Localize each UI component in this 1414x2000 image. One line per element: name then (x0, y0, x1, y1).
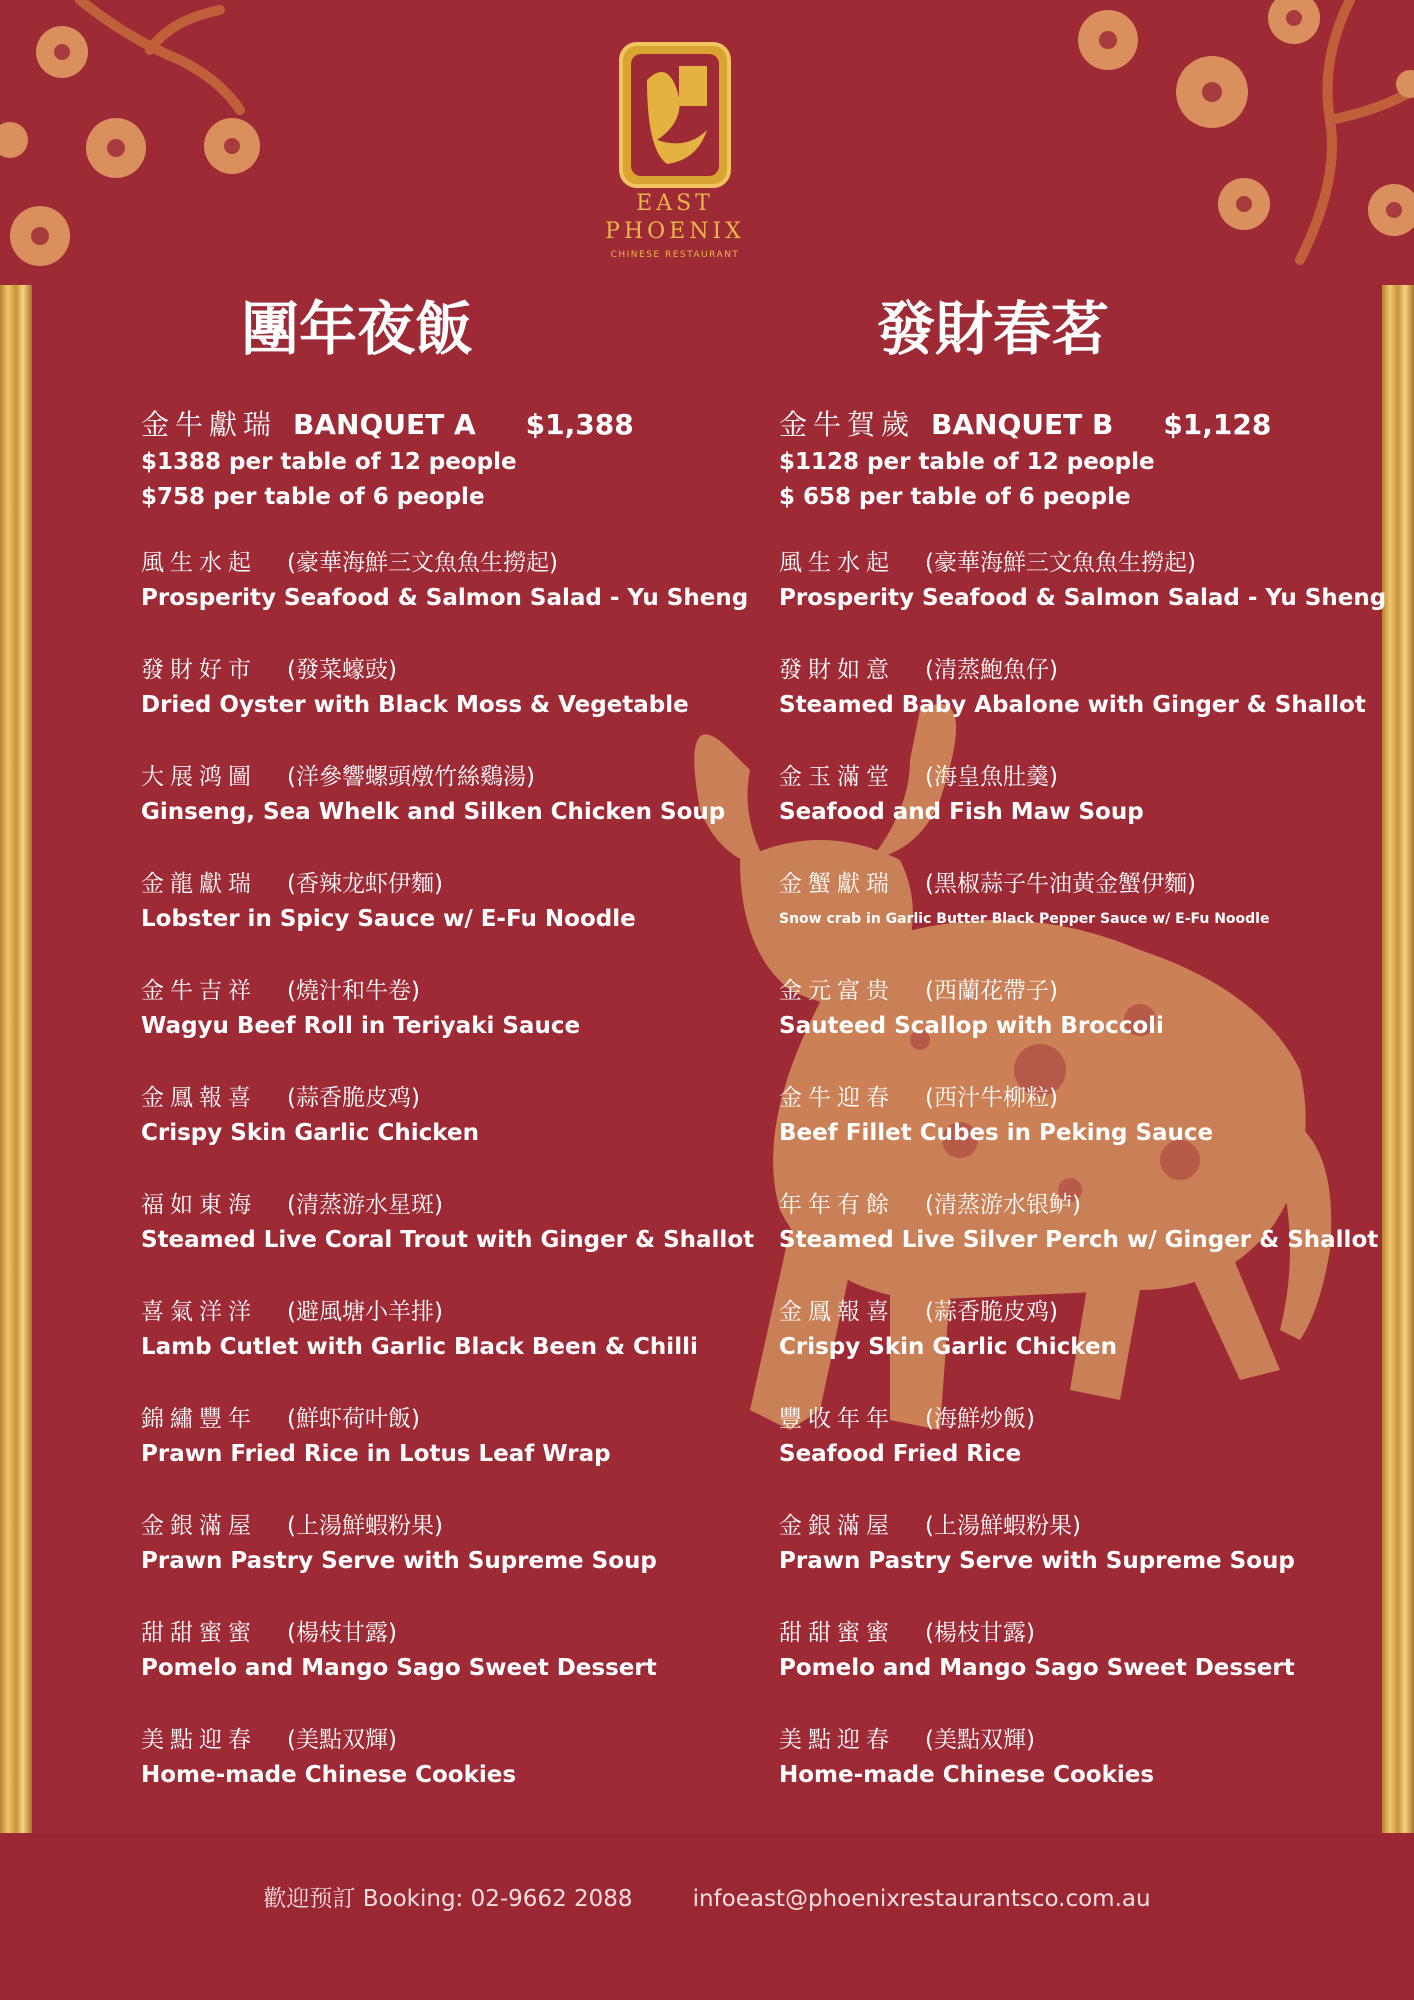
dish-chinese-row (141, 1722, 781, 1758)
dish-item (779, 652, 1414, 759)
dish-chinese-row (779, 1615, 1414, 1651)
dish-item (779, 1722, 1414, 1829)
banquet-a-column (141, 405, 781, 1829)
dish-item (141, 866, 781, 973)
dish-item (779, 866, 1414, 973)
dish-chinese-row (779, 1187, 1414, 1223)
dish-english-name: Prosperity Seafood & Salmon Salad - Yu Sheng (779, 585, 1387, 611)
dish-english-name: Prawn Pastry Serve with Supreme Soup (779, 1548, 1295, 1574)
dish-cn-detail: (蒜香脆皮鸡) (287, 1085, 420, 1111)
dish-cn-detail: (楊枝甘露) (287, 1620, 397, 1646)
dish-cn-name: 年年有餘 (779, 1192, 895, 1218)
dish-cn-name: 發財如意 (779, 657, 895, 683)
dish-cn-detail: (黑椒蒜子牛油黃金蟹伊麵) (925, 871, 1196, 897)
dish-cn-detail: (海鮮炒飯) (925, 1406, 1035, 1432)
dish-item (779, 1401, 1414, 1508)
dish-item (141, 759, 781, 866)
dish-item (141, 973, 781, 1080)
dish-english-name: Home-made Chinese Cookies (141, 1762, 517, 1788)
dish-english-name: Sauteed Scallop with Broccoli (779, 1013, 1164, 1039)
dish-chinese-row (779, 1294, 1414, 1330)
dish-cn-name: 風生水起 (141, 550, 257, 576)
dish-english-name: Home-made Chinese Cookies (779, 1762, 1155, 1788)
dish-item (779, 759, 1414, 866)
dish-item (141, 1080, 781, 1187)
dish-item (141, 1187, 781, 1294)
footer-band (0, 1833, 1414, 2000)
restaurant-logo (590, 40, 760, 300)
banquet-b-dish-list (779, 545, 1414, 1829)
dish-english-name: Dried Oyster with Black Moss & Vegetable (141, 692, 689, 718)
banquet-a-price-6: $758 per table of 6 people (141, 484, 485, 510)
dish-chinese-row (779, 545, 1414, 581)
dish-item (779, 1615, 1414, 1722)
dish-english-name: Crispy Skin Garlic Chicken (779, 1334, 1117, 1360)
dish-english-name: Steamed Live Silver Perch w/ Ginger & Shallot (779, 1227, 1379, 1253)
dish-item (779, 545, 1414, 652)
banquet-b-price: $1,128 (1163, 408, 1272, 441)
dish-chinese-row (141, 1080, 781, 1116)
dish-chinese-row (141, 866, 781, 902)
booking-phone[interactable]: 02-9662 2088 (470, 1886, 633, 1912)
dish-english-name: Crispy Skin Garlic Chicken (141, 1120, 479, 1146)
dish-cn-name: 金銀滿屋 (779, 1513, 895, 1539)
dish-cn-name: 風生水起 (779, 550, 895, 576)
dish-cn-detail: (豪華海鮮三文魚魚生撈起) (287, 550, 558, 576)
banquet-a-name: BANQUET A (293, 408, 476, 441)
dish-cn-name: 福如東海 (141, 1192, 257, 1218)
dish-cn-detail: (清蒸游水银鲈) (925, 1192, 1081, 1218)
brand-name-line2: PHOENIX (605, 219, 745, 244)
dish-item (779, 973, 1414, 1080)
dish-cn-detail: (香辣龙虾伊麵) (287, 871, 443, 897)
dish-chinese-row (141, 1401, 781, 1437)
left-column-title: 團年夜飯 (240, 295, 473, 363)
dish-chinese-row (779, 1722, 1414, 1758)
dish-chinese-row (141, 973, 781, 1009)
dish-cn-detail: (發菜蠔豉) (287, 657, 397, 683)
dish-chinese-row (141, 759, 781, 795)
dish-english-name: Lobster in Spicy Sauce w/ E-Fu Noodle (141, 906, 636, 932)
dish-cn-detail: (上湯鮮蝦粉果) (287, 1513, 443, 1539)
dish-english-name: Prawn Fried Rice in Lotus Leaf Wrap (141, 1441, 611, 1467)
dish-cn-detail: (西汁牛柳粒) (925, 1085, 1058, 1111)
dish-chinese-row (141, 1187, 781, 1223)
banquet-b-price-6: $ 658 per table of 6 people (779, 484, 1131, 510)
dish-cn-name: 甜甜蜜蜜 (141, 1620, 257, 1646)
dish-chinese-row (779, 1508, 1414, 1544)
dish-cn-name: 金鳳報喜 (141, 1085, 257, 1111)
dish-cn-detail: (海皇魚肚羹) (925, 764, 1058, 790)
dish-cn-detail: (清蒸游水星斑) (287, 1192, 443, 1218)
dish-cn-detail: (豪華海鮮三文魚魚生撈起) (925, 550, 1196, 576)
dish-cn-name: 美點迎春 (779, 1727, 895, 1753)
dish-cn-name: 金元富贵 (779, 978, 895, 1004)
dish-cn-detail: (美點双輝) (287, 1727, 397, 1753)
dish-english-name: Seafood Fried Rice (779, 1441, 1022, 1467)
dish-item (141, 545, 781, 652)
dish-chinese-row (779, 759, 1414, 795)
dish-chinese-row (779, 1080, 1414, 1116)
dish-cn-name: 金蟹獻瑞 (779, 871, 895, 897)
dish-chinese-row (141, 545, 781, 581)
banquet-b-price-12: $1128 per table of 12 people (779, 449, 1155, 475)
dish-cn-name: 甜甜蜜蜜 (779, 1620, 895, 1646)
dish-item (779, 1080, 1414, 1187)
dish-chinese-row (141, 1294, 781, 1330)
banquet-b-cn: 金牛賀歲 (779, 408, 916, 441)
dish-cn-name: 大展鸿圖 (141, 764, 257, 790)
dish-cn-name: 金銀滿屋 (141, 1513, 257, 1539)
dish-chinese-row (141, 1508, 781, 1544)
dish-chinese-row (779, 652, 1414, 688)
dish-item (141, 1401, 781, 1508)
dish-english-name: Prawn Pastry Serve with Supreme Soup (141, 1548, 657, 1574)
dish-cn-name: 美點迎春 (141, 1727, 257, 1753)
banquet-b-name: BANQUET B (931, 408, 1114, 441)
dish-english-name: Steamed Baby Abalone with Ginger & Shallot (779, 692, 1366, 718)
banquet-a-dish-list (141, 545, 781, 1829)
gold-border-left (0, 285, 32, 1833)
dish-item (141, 1294, 781, 1401)
dish-cn-detail: (蒜香脆皮鸡) (925, 1299, 1058, 1325)
brand-subtitle: CHINESE RESTAURANT (610, 250, 740, 260)
dish-english-name: Wagyu Beef Roll in Teriyaki Sauce (141, 1013, 581, 1039)
brand-name-line1: EAST (636, 191, 714, 216)
dish-english-name: Snow crab in Garlic Butter Black Pepper Sauce w/ E-Fu Noodle (779, 911, 1270, 927)
dish-item (779, 1508, 1414, 1615)
dish-chinese-row (779, 973, 1414, 1009)
dish-english-name: Prosperity Seafood & Salmon Salad - Yu Sheng (141, 585, 749, 611)
dish-cn-name: 金牛迎春 (779, 1085, 895, 1111)
banquet-b-column (779, 405, 1414, 1829)
dish-item (779, 1187, 1414, 1294)
dish-cn-detail: (清蒸鮑魚仔) (925, 657, 1058, 683)
dish-cn-name: 錦繡豐年 (141, 1406, 257, 1432)
dish-cn-detail: (鮮虾荷叶飯) (287, 1406, 420, 1432)
dish-item (141, 1615, 781, 1722)
booking-label: Booking: (362, 1886, 464, 1912)
banquet-a-cn: 金牛獻瑞 (141, 408, 278, 441)
dish-cn-detail: (楊枝甘露) (925, 1620, 1035, 1646)
dish-chinese-row (779, 866, 1414, 902)
dish-cn-detail: (美點双輝) (925, 1727, 1035, 1753)
banquet-a-price: $1,388 (525, 408, 634, 441)
dish-item (779, 1294, 1414, 1401)
right-column-title: 發財春茗 (876, 295, 1109, 363)
booking-cn: 歡迎预訂 (263, 1886, 356, 1912)
dish-cn-detail: (避風塘小羊排) (287, 1299, 443, 1325)
dish-chinese-row (779, 1401, 1414, 1437)
dish-cn-name: 豐收年年 (779, 1406, 895, 1432)
dish-cn-name: 喜氣洋洋 (141, 1299, 257, 1325)
dish-cn-detail: (西蘭花帶子) (925, 978, 1058, 1004)
dish-english-name: Pomelo and Mango Sago Sweet Dessert (141, 1655, 657, 1681)
dish-cn-detail: (燒汁和牛卷) (287, 978, 420, 1004)
dish-english-name: Lamb Cutlet with Garlic Black Been & Chilli (141, 1334, 698, 1360)
dish-cn-name: 金龍獻瑞 (141, 871, 257, 897)
banquet-a-price-12: $1388 per table of 12 people (141, 449, 517, 475)
dish-cn-detail: (洋參響螺頭燉竹絲鷄湯) (287, 764, 535, 790)
booking-footer (0, 1880, 1414, 1913)
dish-english-name: Pomelo and Mango Sago Sweet Dessert (779, 1655, 1295, 1681)
dish-cn-name: 金玉滿堂 (779, 764, 895, 790)
booking-email[interactable]: infoeast@phoenixrestaurantsco.com.au (692, 1886, 1151, 1912)
dish-cn-detail: (上湯鮮蝦粉果) (925, 1513, 1081, 1539)
banquet-b-header (779, 405, 1414, 445)
dish-chinese-row (141, 1615, 781, 1651)
phoenix-seal-icon (617, 40, 733, 190)
dish-cn-name: 金鳳報喜 (779, 1299, 895, 1325)
dish-item (141, 1508, 781, 1615)
banquet-a-header (141, 405, 781, 445)
dish-english-name: Ginseng, Sea Whelk and Silken Chicken Soup (141, 799, 726, 825)
dish-item (141, 1722, 781, 1829)
dish-chinese-row (141, 652, 781, 688)
dish-cn-name: 金牛吉祥 (141, 978, 257, 1004)
dish-english-name: Seafood and Fish Maw Soup (779, 799, 1144, 825)
dish-english-name: Steamed Live Coral Trout with Ginger & Shallot (141, 1227, 755, 1253)
dish-english-name: Beef Fillet Cubes in Peking Sauce (779, 1120, 1214, 1146)
dish-cn-name: 發財好市 (141, 657, 257, 683)
dish-item (141, 652, 781, 759)
